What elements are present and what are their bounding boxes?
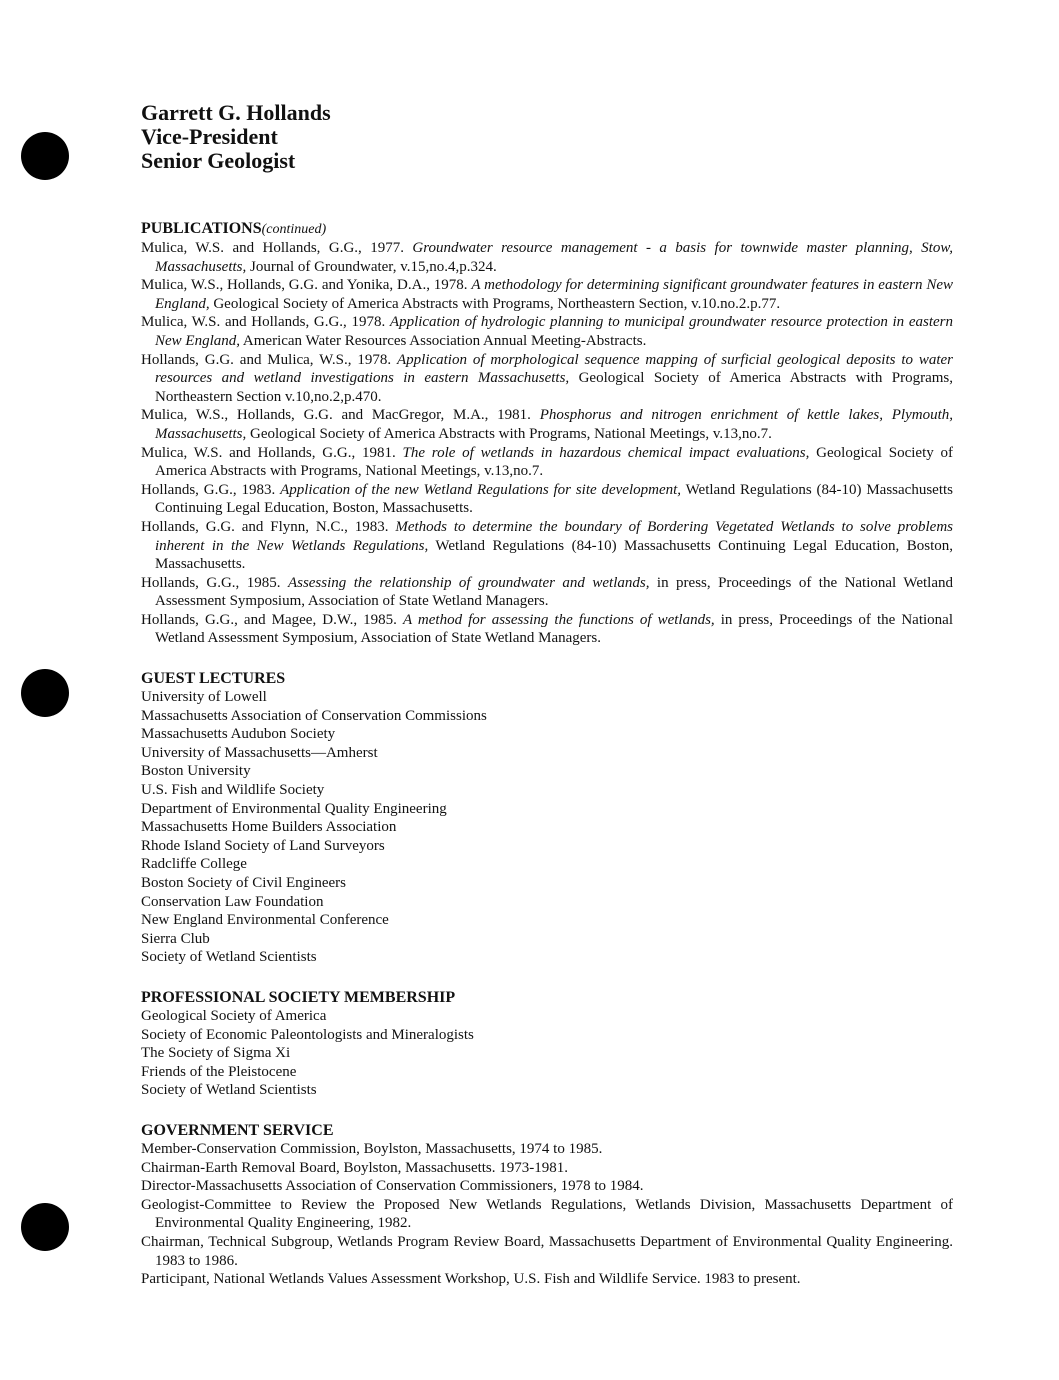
guest-lecture-item: Society of Wetland Scientists (141, 949, 317, 966)
guest-lecture-item: Massachusetts Audubon Society (141, 726, 336, 743)
professional-society-list (141, 1007, 953, 1100)
government-service-heading: GOVERNMENT SERVICE (141, 1121, 334, 1139)
society-item: Society of Economic Paleontologists and Mineralogists (141, 1026, 474, 1043)
guest-lecture-item: Department of Environmental Quality Engineering (141, 800, 447, 817)
publication-entry: Hollands, G.G., and Magee, D.W., 1985. A method for assessing the functions of wetlands, in press, Proceedings of the National Wetland Assessment Symposium, Association of State Wetland Managers. (141, 611, 953, 647)
professional-society-heading: PROFESSIONAL SOCIETY MEMBERSHIP (141, 988, 456, 1006)
publication-entry: Hollands, G.G., 1985. Assessing the relationship of groundwater and wetlands, in press, Proceedings of the National Wetland Assessment Symposium, Association of State Wetland Managers. (141, 574, 954, 610)
guest-lectures-list (141, 688, 953, 967)
publication-entry: Mulica, W.S. and Hollands, G.G., 1981. The role of wetlands in hazardous chemical impact evaluations, Geological Society of America Abstracts with Programs, National Meetings, v.13,no.7. (141, 444, 954, 480)
continued-note: (continued) (261, 222, 327, 237)
guest-lecture-item: Boston Society of Civil Engineers (141, 875, 346, 891)
guest-lecture-item: Boston University (141, 763, 251, 780)
guest-lecture-item: Rhode Island Society of Land Surveyors (141, 837, 385, 854)
society-item: Geological Society of America (141, 1007, 327, 1024)
publication-entry: Mulica, W.S., Hollands, G.G. and MacGregor, M.A., 1981. Phosphorus and nitrogen enrichment of kettle lakes, Plymouth, Massachusetts, Geological Society of America Abstracts with Programs, National Meetings, v.13,no.7. (141, 407, 953, 442)
government-service-item: Chairman-Earth Removal Board, Boylston, Massachusetts. 1973-1981. (141, 1159, 569, 1176)
society-item: Friends of the Pleistocene (141, 1063, 297, 1080)
resume-body (141, 219, 953, 1310)
publication-entry: Mulica, W.S. and Hollands, G.G., 1978. Application of hydrologic planning to municipal groundwater resource protection in eastern New England, American Water Resources Association Annual Meeting-Abstracts. (141, 314, 954, 349)
guest-lecture-item: University of Lowell (141, 689, 267, 706)
guest-lecture-item: University of Massachusetts—Amherst (141, 744, 378, 761)
guest-lecture-item: Sierra Club (141, 930, 210, 947)
publications-list (141, 239, 953, 648)
society-item: The Society of Sigma Xi (141, 1045, 291, 1062)
publication-entry: Hollands, G.G. and Mulica, W.S., 1978. Application of morphological sequence mapping of surficial geological deposits to water resources and wetland investigations in eastern Massachusetts, Geological Society of America Abstracts with Programs, Northeastern Section v.10,no.2,p.470. (141, 351, 954, 405)
government-service-item: Director-Massachusetts Association of Conservation Commissioners, 1978 to 1984. (141, 1178, 644, 1195)
punch-hole-bottom (21, 1203, 69, 1251)
guest-lecture-item: New England Environmental Conference (141, 912, 389, 929)
publications-heading: PUBLICATIONS(continued) (141, 220, 327, 237)
government-service-item: Chairman, Technical Subgroup, Wetlands Program Review Board, Massachusetts Department of Environmental Quality Engineering. 1983 to 1986. (141, 1233, 953, 1269)
guest-lecture-item: Radcliffe College (141, 856, 247, 873)
punch-hole-middle (21, 669, 69, 717)
guest-lectures-heading: GUEST LECTURES (141, 670, 286, 688)
government-service-item: Geologist-Committee to Review the Proposed New Wetlands Regulations, Wetlands Division, Massachusetts Department of Environmental Quality Engineering, 1982. (141, 1196, 953, 1232)
guest-lectures-section (141, 669, 953, 967)
person-title: Vice-President (141, 124, 278, 149)
publication-entry: Hollands, G.G., 1983. Application of the new Wetland Regulations for site development, Wetland Regulations (84-10) Massachusetts Continuing Legal Education, Boston, Massachusetts. (141, 481, 953, 517)
government-service-section (141, 1121, 953, 1289)
government-service-item: Participant, National Wetlands Values Assessment Workshop, U.S. Fish and Wildlife Service. 1983 to present. (141, 1271, 801, 1288)
punch-hole-top (21, 132, 69, 180)
publication-entry: Hollands, G.G. and Flynn, N.C., 1983. Methods to determine the boundary of Bordering Vegetated Wetlands to solve problems inherent in the New Wetlands Regulations, Wetland Regulations (84-10) Massachusetts Continuing Legal Education, Boston, Massachusetts. (141, 518, 953, 573)
person-name: Garrett G. Hollands (141, 100, 331, 125)
society-item: Society of Wetland Scientists (141, 1082, 317, 1099)
guest-lecture-item: Massachusetts Association of Conservation Commissions (141, 707, 487, 724)
government-service-list (141, 1140, 953, 1289)
government-service-item: Member-Conservation Commission, Boylston, Massachusetts, 1974 to 1985. (141, 1140, 603, 1157)
guest-lecture-item: U.S. Fish and Wildlife Society (141, 782, 325, 799)
resume-header (141, 101, 331, 173)
publication-entry: Mulica, W.S. and Hollands, G.G., 1977. Groundwater resource management - a basis for townwide master planning, Stow, Massachusetts, Journal of Groundwater, v.15,no.4,p.324. (141, 240, 953, 275)
publications-section (141, 219, 953, 648)
guest-lecture-item: Conservation Law Foundation (141, 893, 324, 910)
professional-society-section (141, 988, 953, 1100)
person-role: Senior Geologist (141, 148, 296, 173)
guest-lecture-item: Massachusetts Home Builders Association (141, 819, 397, 836)
publication-entry: Mulica, W.S., Hollands, G.G. and Yonika, D.A., 1978. A methodology for determining significant groundwater features in eastern New England, Geological Society of America Abstracts with Programs, Northeastern Section, v.10.no.2.p.77. (141, 277, 953, 312)
